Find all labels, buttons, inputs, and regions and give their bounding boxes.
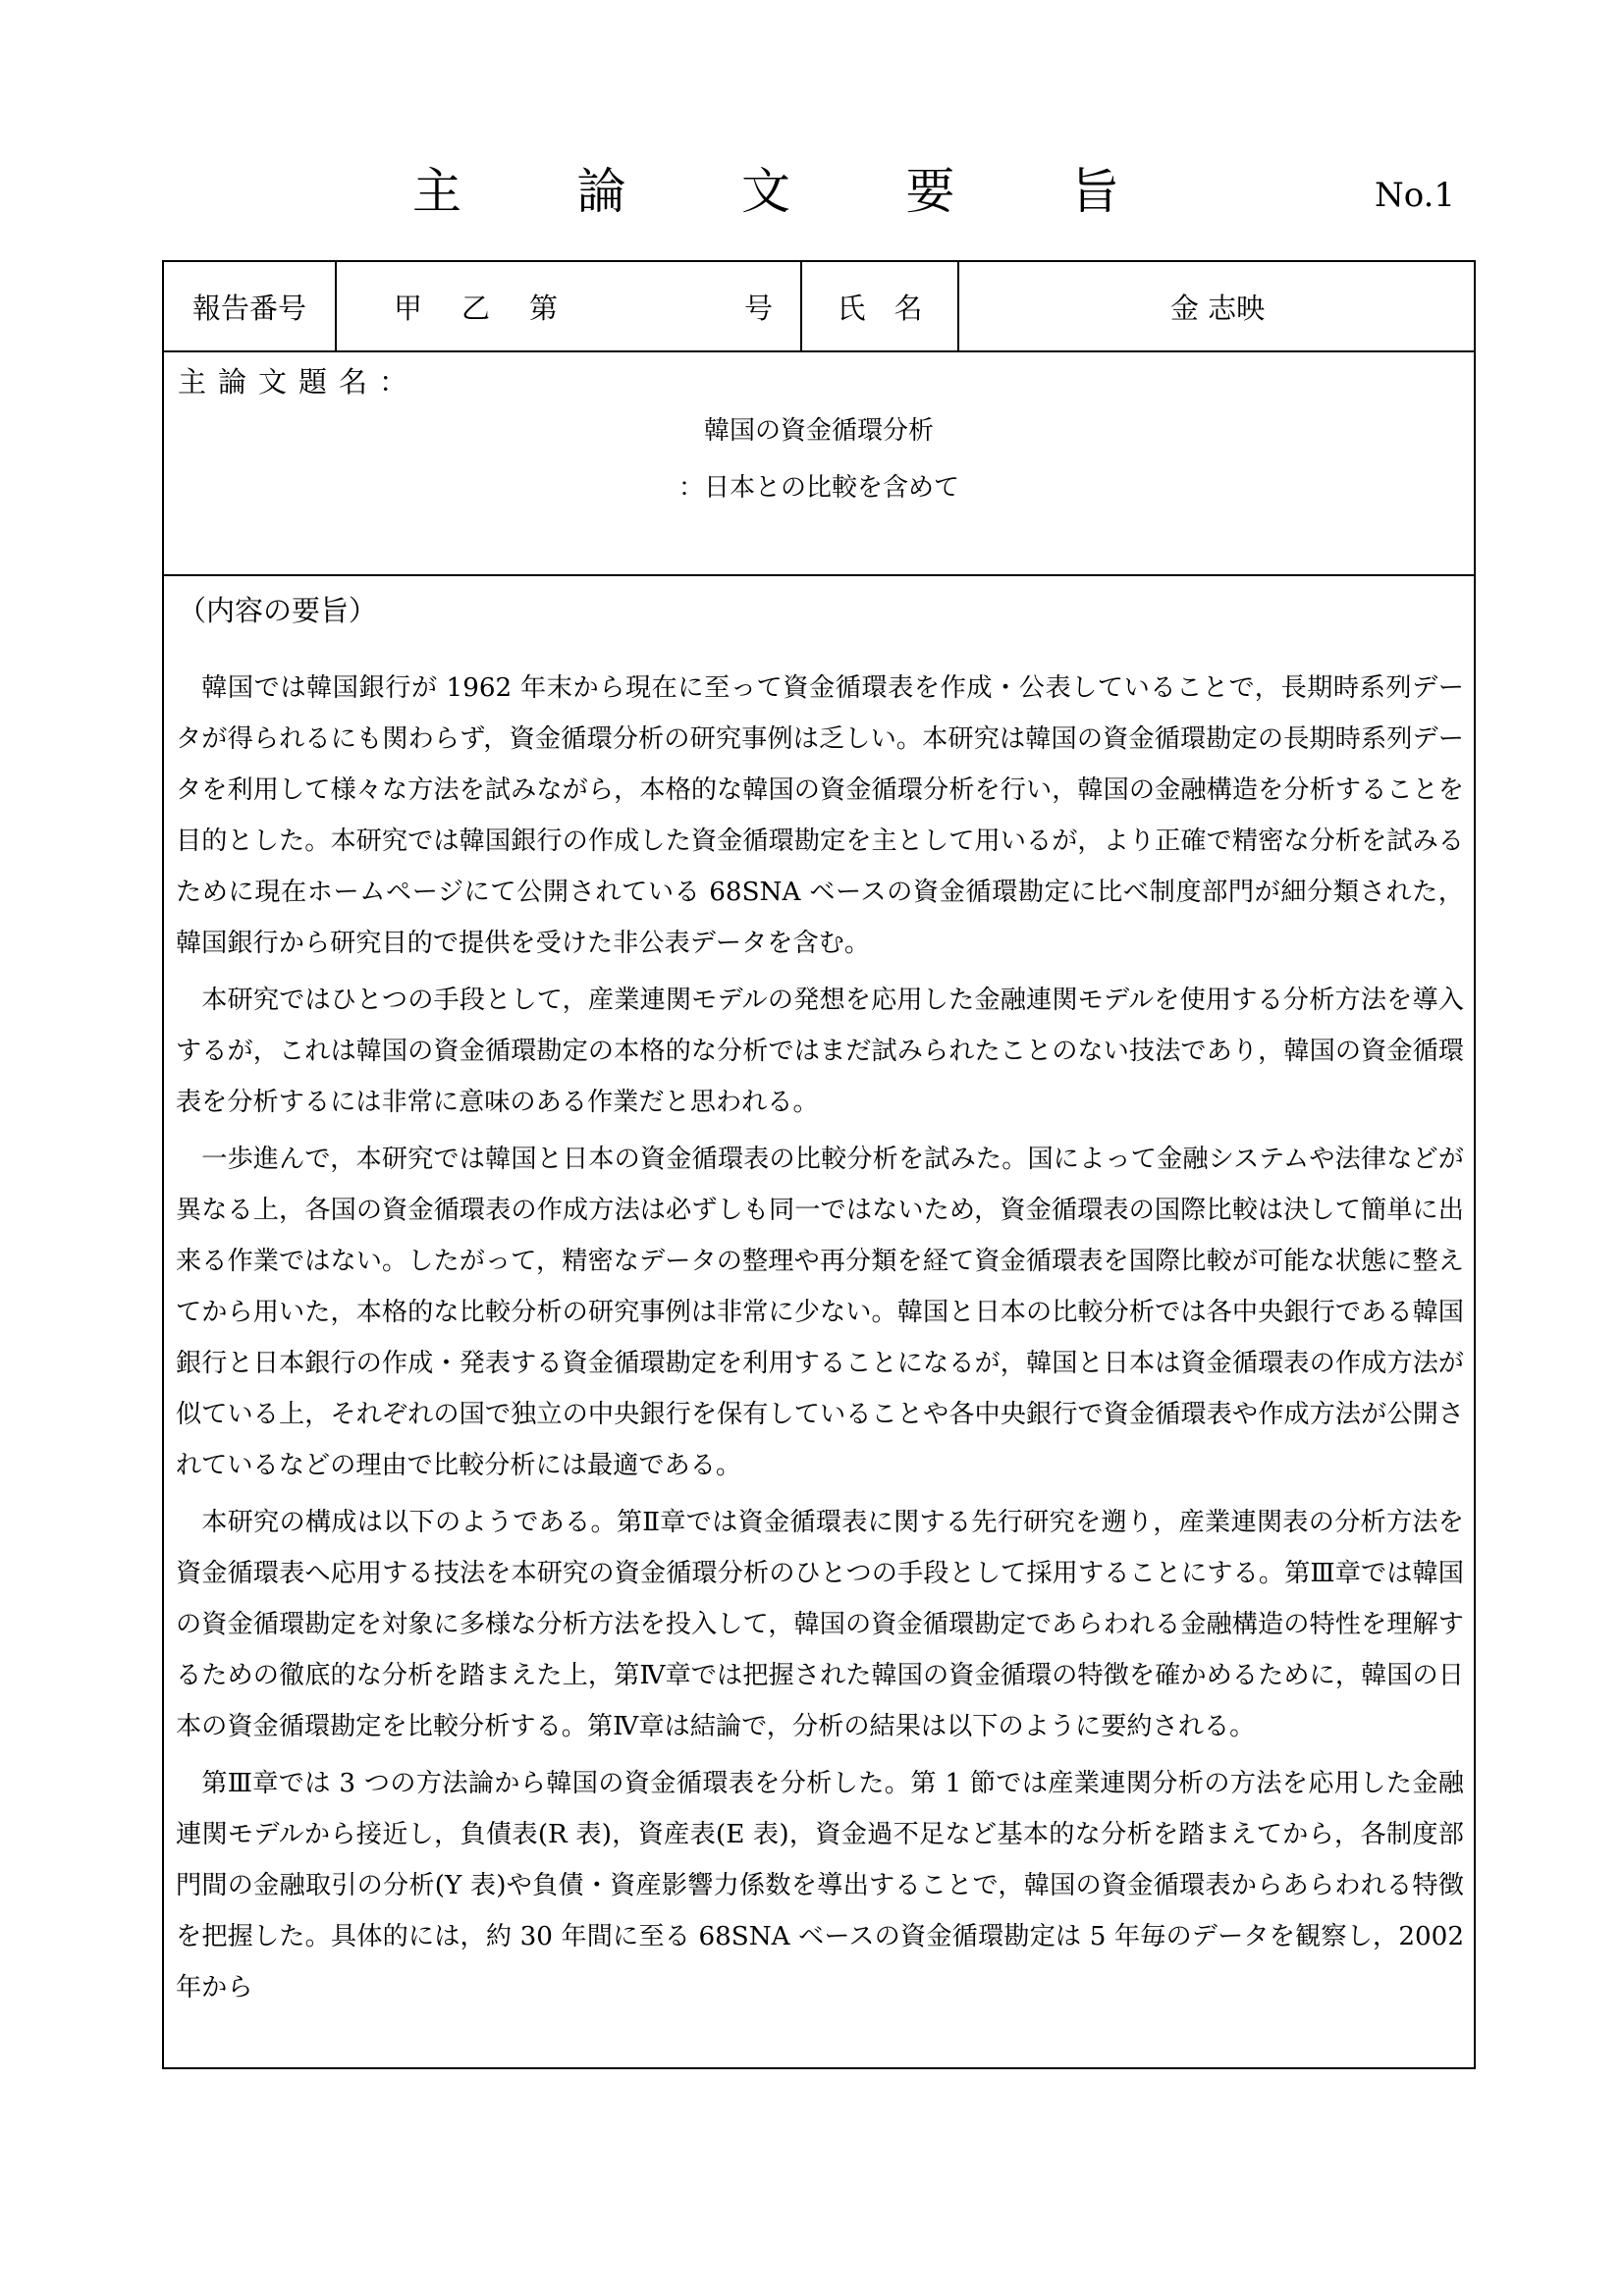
report-number-otsu: 乙 bbox=[461, 291, 491, 325]
summary-paragraph: 韓国では韓国銀行が 1962 年末から現在に至って資金循環表を作成・公表していることで，長期時系列データが得られるにも関わらず，資金循環分析の研究事例は乏しい。本研究は韓国の資金循環勘定の長期時系列データを利用して様々な方法を試みながら，本格的な韓国の資金循環分析を行い，韓国の金融構造を分析することを目的とした。本研究では韓国銀行の作成した資金循環勘定を主として用いるが，より正確で精密な分析を試みるために現在ホームページにて公開されている 68SNA ベースの資金循環勘定に比べ制度部門が細分類された，韓国銀行から研究目的で提供を受けた非公表データを含む。 bbox=[176, 673, 1464, 958]
thesis-title-label: 主論文題名： bbox=[178, 365, 420, 399]
title-char: 論 bbox=[576, 163, 626, 220]
summary-heading: （内容の要旨） bbox=[178, 594, 378, 627]
summary-form bbox=[162, 260, 1476, 2069]
summary-paragraph: 本研究ではひとつの手段として，産業連関モデルの発想を応用した金融連関モデルを使用する分析方法を導入するが，これは韓国の資金循環勘定の本格的な分析ではまだ試みられたことのない技法であり，韓国の資金循環表を分析するには非常に意味のある作業だと思われる。 bbox=[176, 986, 1464, 1117]
report-number-dai: 第 bbox=[529, 291, 559, 325]
summary-paragraph: 一歩進んで，本研究では韓国と日本の資金循環表の比較分析を試みた。国によって金融システムや法律などが異なる上，各国の資金循環表の作成方法は必ずしも同一ではないため，資金循環表の国際比較は決して簡単に出来る作業ではない。したがって，精密なデータの整理や再分類を経て資金循環表を国際比較が可能な状態に整えてから用いた，本格的な比較分析の研究事例は非常に少ない。韓国と日本の比較分析では各中央銀行である韓国銀行と日本銀行の作成・発表する資金循環勘定を利用することになるが，韓国と日本は資金循環表の作成方法が似ている上，それぞれの国で独立の中央銀行を保有していることや各中央銀行で資金循環表や作成方法が公開されているなどの理由で比較分析には最適である。 bbox=[176, 1145, 1464, 1480]
report-number-kou: 甲 bbox=[394, 291, 423, 325]
title-char: 文 bbox=[741, 163, 790, 220]
summary-paragraph: 本研究の構成は以下のようである。第Ⅱ章では資金循環表に関する先行研究を遡り，産業連関表の分析方法を資金循環表へ応用する技法を本研究の資金循環分析のひとつの手段として採用することにする。第Ⅲ章では韓国の資金循環勘定を対象に多様な分析方法を投入して，韓国の資金循環勘定であらわれる金融構造の特性を理解するための徹底的な分析を踏まえた上，第Ⅳ章では把握された韓国の資金循環の特徴を確かめるために，韓国の日本の資金循環勘定を比較分析する。第Ⅳ章は結論で，分析の結果は以下のように要約される。 bbox=[176, 1508, 1464, 1741]
title-char: 旨 bbox=[1070, 163, 1119, 220]
thesis-subtitle: ：日本との比較を含めて bbox=[677, 473, 959, 503]
report-number-field bbox=[337, 262, 802, 350]
title-char: 要 bbox=[905, 163, 955, 220]
author-name: 金 志映 bbox=[1169, 291, 1266, 325]
report-number-label: 報告番号 bbox=[164, 262, 337, 350]
summary-body bbox=[176, 663, 1464, 2013]
page-number: No.1 bbox=[1375, 176, 1456, 215]
thesis-title: 韓国の資金循環分析 bbox=[703, 416, 934, 446]
thesis-title-section bbox=[164, 352, 1474, 576]
report-number-gou: 号 bbox=[744, 291, 774, 325]
summary-paragraph: 第Ⅲ章では 3 つの方法論から韓国の資金循環表を分析した。第 1 節では産業連関分析の方法を応用した金融連関モデルから接近し，負債表(R 表)，資産表(E 表)，資金過不足など基本的な分析を踏まえてから，各制度部門間の金融取引の分析(Y 表)や負債・資産影響力係数を導出することで，韓国の資金循環表からあらわれる特徴を把握した。具体的には，約 30 年間に至る 68SNA ベースの資金循環勘定は 5 年毎のデータを観察し，2002 年から bbox=[176, 1769, 1464, 2002]
document-title bbox=[412, 157, 1119, 226]
title-char: 主 bbox=[412, 163, 461, 220]
name-label: 氏 名 bbox=[802, 262, 959, 350]
info-row bbox=[164, 262, 1474, 352]
